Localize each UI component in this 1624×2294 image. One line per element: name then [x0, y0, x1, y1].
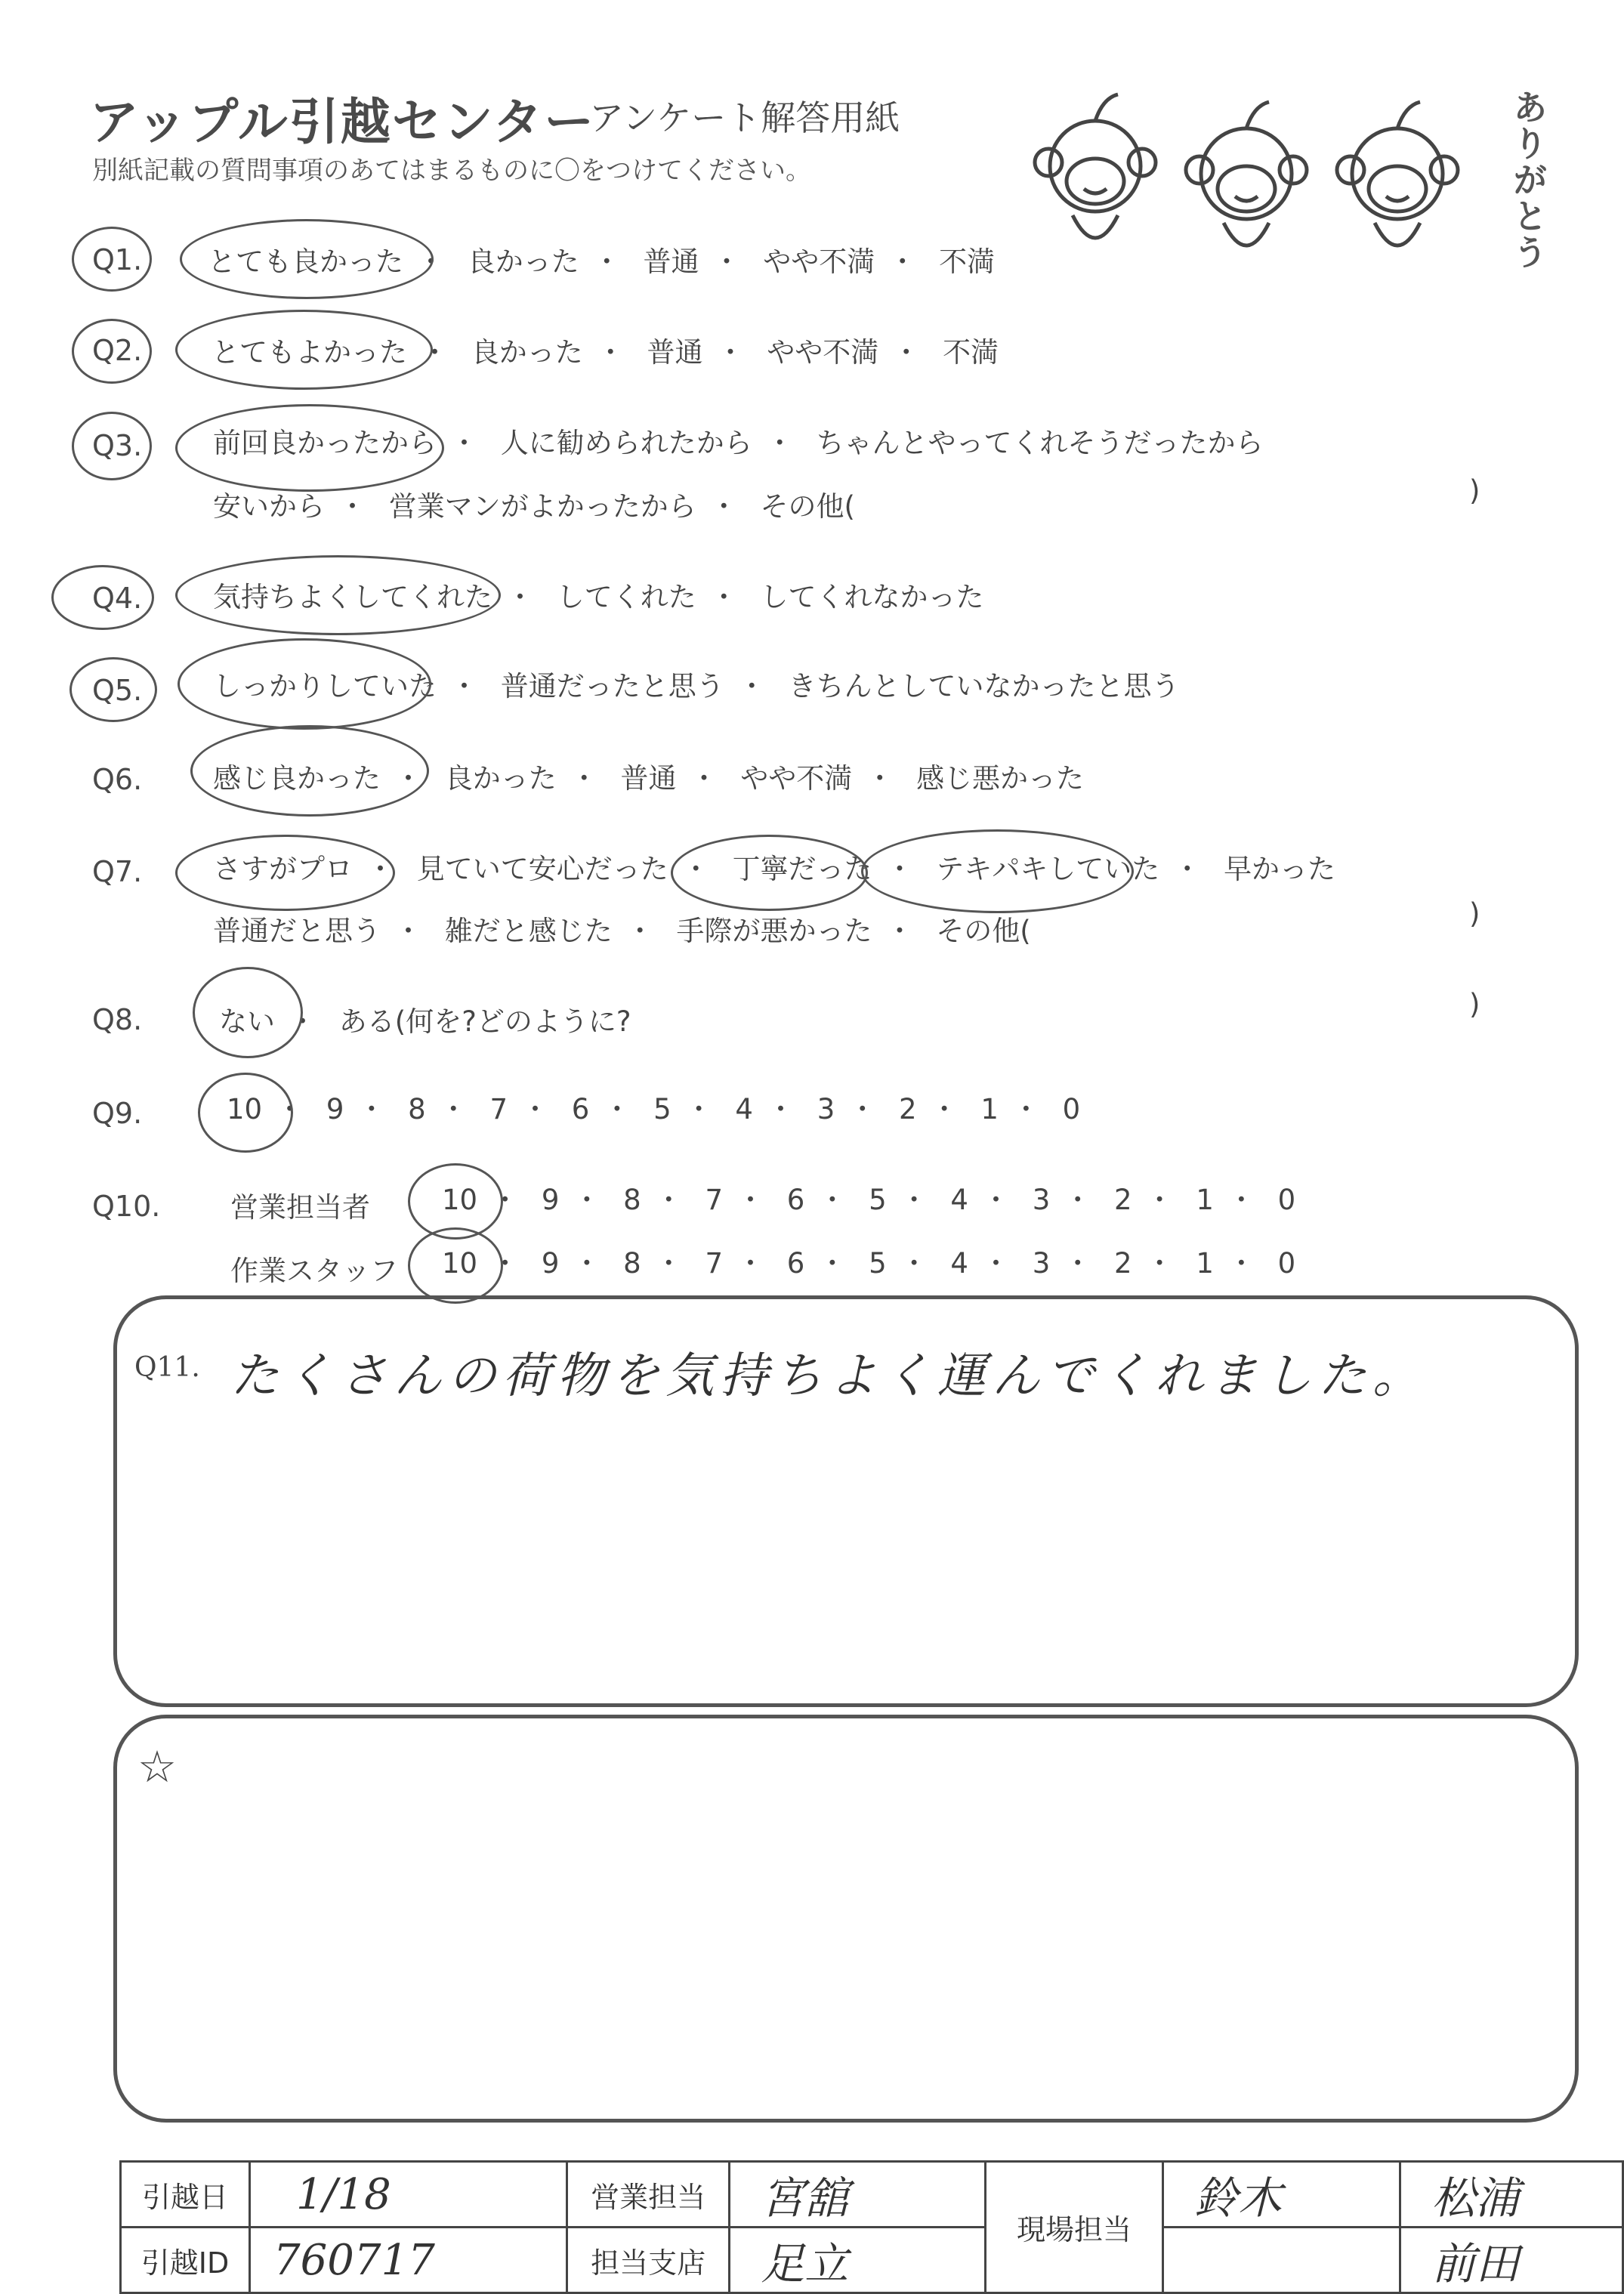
q2-option[interactable]: 普通: [647, 336, 703, 369]
q10-sales-option[interactable]: 0: [1277, 1184, 1296, 1216]
site-staff-1: 鈴木: [1162, 2162, 1400, 2228]
q4-label: Q4.: [92, 582, 143, 615]
q7-option[interactable]: 見ていて安心だった: [416, 853, 668, 885]
move-date-label: 引越日: [121, 2162, 250, 2228]
q1-option[interactable]: 不満: [939, 245, 996, 278]
q6-label: Q6.: [92, 763, 143, 796]
q7-option[interactable]: その他(: [936, 915, 1031, 947]
q10-sales-option[interactable]: 1: [1196, 1184, 1214, 1216]
q6-options: 感じ良かった ・ 良かった ・ 普通 ・ やや不満 ・ 感じ悪かった: [213, 755, 1084, 796]
q6-option[interactable]: やや不満: [740, 762, 853, 795]
monkey-mascots-illustration: [1027, 76, 1511, 279]
q9-label: Q9.: [92, 1097, 143, 1130]
q3-close-paren: ): [1469, 474, 1480, 507]
q6-option[interactable]: 感じ悪かった: [916, 762, 1085, 795]
q7-label: Q7.: [92, 855, 143, 888]
q3-option[interactable]: 人に勧められたから: [500, 427, 752, 459]
q7-options-row2: 普通だと思う ・ 雑だと感じた ・ 手際が悪かった ・ その他(: [213, 908, 1031, 949]
q8-close-paren: ): [1469, 988, 1480, 1020]
q10-staff-option[interactable]: 0: [1277, 1247, 1296, 1280]
branch-value: 足立: [730, 2228, 986, 2293]
q10-staff-options: 10 ・ 9 ・ 8 ・ 7 ・ 6 ・ 5 ・ 4 ・ 3 ・ 2 ・ 1 ・ 0: [442, 1247, 1296, 1280]
q1-option[interactable]: 普通: [643, 245, 699, 278]
q4-option[interactable]: 気持ちよくしてくれた: [213, 581, 492, 613]
q1-option[interactable]: 良かった: [467, 245, 579, 278]
page-subtitle: アンケート解答用紙: [589, 97, 900, 138]
branch-label: 担当支店: [567, 2228, 730, 2293]
q10-sales-option[interactable]: 10: [442, 1184, 478, 1216]
q1-option[interactable]: やや不満: [763, 245, 875, 278]
q6-option[interactable]: 良かった: [444, 762, 557, 795]
q10-sales-option[interactable]: 5: [869, 1184, 887, 1216]
q7-close-paren: ): [1469, 897, 1480, 930]
q7-option[interactable]: 丁寧だった: [732, 853, 872, 885]
q9-option[interactable]: 8: [408, 1093, 426, 1125]
q3-option[interactable]: 安いから: [213, 490, 325, 523]
q3-option[interactable]: 前回良かったから: [213, 427, 437, 459]
q5-option[interactable]: しっかりしていた: [213, 670, 437, 702]
move-id-value: 760717: [250, 2228, 567, 2293]
q9-option[interactable]: 6: [571, 1093, 590, 1125]
q3-option[interactable]: ちゃんとやってくれそうだったから: [816, 427, 1264, 459]
q10-staff-option[interactable]: 8: [623, 1247, 641, 1280]
sales-value: 宮舘: [730, 2162, 986, 2228]
q7-option[interactable]: 早かった: [1224, 853, 1336, 885]
q6-option[interactable]: 感じ良かった: [213, 762, 381, 795]
q5-option[interactable]: きちんとしていなかったと思う: [788, 670, 1180, 702]
q7-option[interactable]: 普通だと思う: [213, 915, 381, 947]
instruction-text: 別紙記載の質問事項のあてはまるものに〇をつけてください。: [92, 156, 811, 186]
q9-options: 10 ・ 9 ・ 8 ・ 7 ・ 6 ・ 5 ・ 4 ・ 3 ・ 2 ・ 1 ・ 0: [227, 1093, 1081, 1125]
q10-staff-option[interactable]: 5: [869, 1247, 887, 1280]
q10-staff-label: 作業スタッフ: [230, 1255, 398, 1287]
star-icon: ☆: [137, 1741, 177, 1792]
move-date-value: 1/18: [250, 2162, 567, 2228]
q2-option[interactable]: やや不満: [767, 336, 879, 369]
q9-option[interactable]: 9: [326, 1093, 344, 1125]
q10-sales-option[interactable]: 3: [1032, 1184, 1051, 1216]
q9-option[interactable]: 10: [227, 1093, 263, 1125]
q10-staff-option[interactable]: 3: [1032, 1247, 1051, 1280]
q1-options: とても良かった ・ 良かった ・ 普通 ・ やや不満 ・ 不満: [208, 239, 995, 279]
thanks-text: ありがとう: [1508, 89, 1548, 270]
monkey-1-icon: [1035, 94, 1156, 238]
q10-staff-option[interactable]: 1: [1196, 1247, 1214, 1280]
move-id-label: 引越ID: [121, 2228, 250, 2293]
q8-option[interactable]: ある(何を?どのように?: [338, 1005, 631, 1038]
q7-option[interactable]: テキパキしていた: [936, 853, 1160, 885]
q8-options: ない ・ ある(何を?どのように?: [219, 999, 631, 1039]
q9-option[interactable]: 5: [653, 1093, 672, 1125]
q10-staff-option[interactable]: 7: [705, 1247, 724, 1280]
q5-option[interactable]: 普通だったと思う: [500, 670, 724, 702]
q4-option[interactable]: してくれなかった: [760, 581, 984, 613]
q10-sales-options: 10 ・ 9 ・ 8 ・ 7 ・ 6 ・ 5 ・ 4 ・ 3 ・ 2 ・ 1 ・ 0: [442, 1184, 1296, 1216]
star-comment-box[interactable]: [113, 1715, 1579, 2123]
q9-option[interactable]: 4: [735, 1093, 753, 1125]
q9-option[interactable]: 3: [817, 1093, 835, 1125]
q10-sales-option[interactable]: 8: [623, 1184, 641, 1216]
q3-options-row2: 安いから ・ 営業マンがよかったから ・ その他(: [213, 483, 855, 524]
q2-option[interactable]: 良かった: [471, 336, 583, 369]
q10-sales-option[interactable]: 4: [950, 1184, 968, 1216]
q10-label: Q10.: [92, 1190, 161, 1223]
q1-option[interactable]: とても良かった: [208, 245, 403, 278]
site-staff-2: 松浦: [1400, 2162, 1623, 2228]
sales-label: 営業担当: [567, 2162, 730, 2228]
q3-options-row1: 前回良かったから ・ 人に勧められたから ・ ちゃんとやってくれそうだったから: [213, 420, 1264, 461]
q11-label: Q11.: [134, 1352, 200, 1383]
q10-staff-option[interactable]: 4: [950, 1247, 968, 1280]
q8-option[interactable]: ない: [219, 1005, 275, 1038]
q2-option[interactable]: とてもよかった: [211, 336, 407, 369]
q8-label: Q8.: [92, 1003, 143, 1036]
q11-handwritten-answer: たくさんの荷物を気持ちよく運んでくれました。: [230, 1348, 1427, 1404]
q1-label: Q1.: [92, 243, 143, 276]
q10-sales-option[interactable]: 6: [786, 1184, 805, 1216]
q9-option[interactable]: 2: [899, 1093, 917, 1125]
q5-options: しっかりしていた ・ 普通だったと思う ・ きちんとしていなかったと思う: [213, 663, 1180, 704]
q9-option[interactable]: 0: [1062, 1093, 1081, 1125]
q7-option[interactable]: 手際が悪かった: [676, 915, 872, 947]
footer-info-table: [119, 2160, 1624, 2294]
monkey-3-icon: [1337, 102, 1458, 245]
page-title: アップル引越センター: [89, 93, 596, 151]
q10-staff-option[interactable]: 2: [1114, 1247, 1132, 1280]
q3-label: Q3.: [92, 429, 143, 462]
site-staff-3: 前田: [1400, 2228, 1623, 2293]
q7-option[interactable]: さすがプロ: [213, 853, 353, 885]
q6-option[interactable]: 普通: [620, 762, 677, 795]
q10-sales-label: 営業担当者: [230, 1191, 370, 1224]
monkey-2-icon: [1186, 102, 1307, 245]
q10-sales-option[interactable]: 9: [541, 1184, 560, 1216]
site-staff-empty: [1162, 2228, 1400, 2293]
site-staff-label: 現場担当: [986, 2162, 1163, 2293]
q3-option[interactable]: 営業マンがよかったから: [388, 490, 696, 523]
q7-options-row1: さすがプロ ・ 見ていて安心だった ・ 丁寧だった ・ テキパキしていた ・ 早かった: [213, 846, 1335, 887]
q3-option[interactable]: その他(: [760, 490, 855, 523]
q7-option[interactable]: 雑だと感じた: [444, 915, 613, 947]
q9-option[interactable]: 1: [980, 1093, 999, 1125]
q4-option[interactable]: してくれた: [556, 581, 696, 613]
q10-sales-option[interactable]: 7: [705, 1184, 724, 1216]
q10-staff-option[interactable]: 6: [786, 1247, 805, 1280]
q2-options: とてもよかった ・ 良かった ・ 普通 ・ やや不満 ・ 不満: [211, 329, 999, 370]
q10-sales-option[interactable]: 2: [1114, 1184, 1132, 1216]
q10-staff-option[interactable]: 9: [541, 1247, 560, 1280]
q2-label: Q2.: [92, 334, 143, 367]
q2-option[interactable]: 不満: [943, 336, 999, 369]
q9-option[interactable]: 7: [489, 1093, 508, 1125]
q5-label: Q5.: [92, 674, 143, 707]
q4-options: 気持ちよくしてくれた ・ してくれた ・ してくれなかった: [213, 574, 984, 615]
q10-staff-option[interactable]: 10: [442, 1247, 478, 1280]
